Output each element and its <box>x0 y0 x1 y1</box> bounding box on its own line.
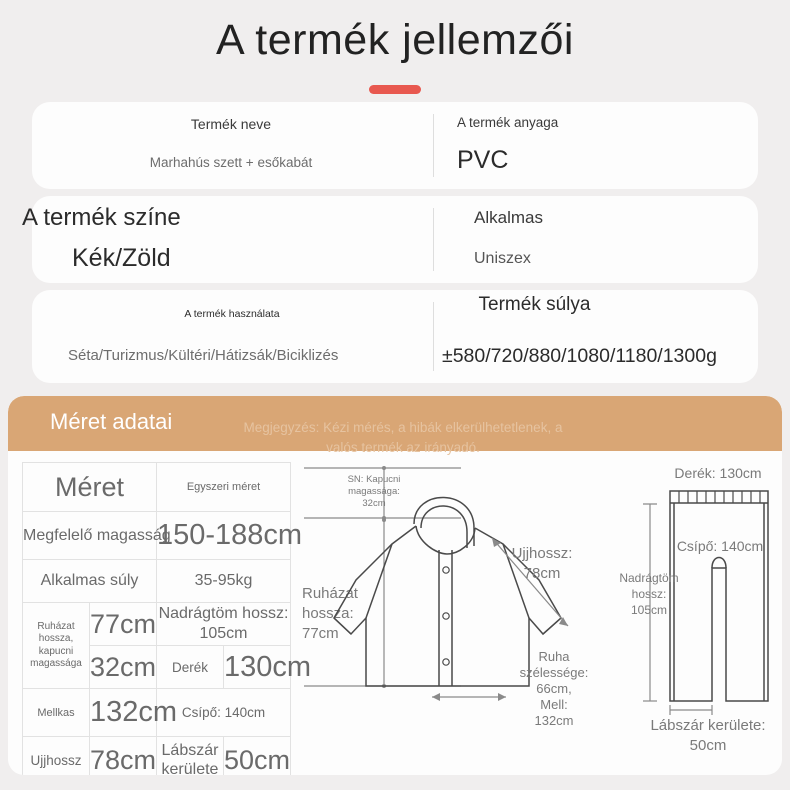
product-name-label: Termék neve <box>190 116 272 132</box>
svg-text:32cm: 32cm <box>362 498 386 509</box>
jacket-technical-drawing <box>296 458 616 758</box>
svg-text:hossz:: hossz: <box>631 587 667 601</box>
material-label: A termék anyaga <box>457 115 559 130</box>
table-row <box>23 560 291 603</box>
waist-label: Derék <box>157 646 224 689</box>
hip-annotation: Csípő: 140cm <box>676 538 764 554</box>
garment-length-hood-label: Ruházat hossza, kapucni magassága <box>23 603 90 689</box>
usage-label: A termék használata <box>184 308 280 320</box>
weight-range-label: Alkalmas súly <box>23 560 157 603</box>
size-table <box>22 462 312 775</box>
svg-text:magassága:: magassága: <box>348 486 400 497</box>
waist-annotation: Derék: 130cm <box>674 465 762 481</box>
feature-card-product-name <box>32 102 758 189</box>
svg-text:77cm: 77cm <box>302 625 339 642</box>
page-title: A termék jellemzői <box>216 16 574 64</box>
svg-text:66cm,: 66cm, <box>536 681 572 696</box>
weight-range-value: 35-95kg <box>157 560 291 603</box>
sleeve-label: Ujjhossz <box>23 737 90 776</box>
size-head-value: Egyszeri méret <box>157 463 291 512</box>
height-value: 150-188cm <box>157 512 291 560</box>
chest-value: 132cm <box>90 689 157 737</box>
svg-text:78cm: 78cm <box>523 565 561 582</box>
feature-card-color <box>22 196 758 283</box>
sleeve-value: 78cm <box>90 737 157 776</box>
cuff-annotation: Lábszár kerülete: <box>650 717 766 734</box>
color-value: Kék/Zöld <box>72 244 171 272</box>
weight-label: Termék súlya <box>478 294 591 315</box>
suitable-value: Uniszex <box>474 250 531 267</box>
hip-label: Csípő: 140cm <box>157 689 291 737</box>
size-head-label: Méret <box>23 463 157 512</box>
trouser-length-label: Nadrágtöm hossz: 105cm <box>157 603 291 646</box>
hood-height-value: 32cm <box>90 646 157 689</box>
material-value: PVC <box>457 146 509 174</box>
table-row <box>23 512 291 560</box>
cuff-label: Lábszár kerülete <box>157 737 224 776</box>
waist-value: 130cm <box>224 646 291 689</box>
table-row <box>23 463 291 512</box>
cuff-value: 50cm <box>224 737 291 776</box>
card-divider <box>433 114 434 177</box>
title-accent-bar <box>369 85 421 94</box>
size-section-title: Méret adatai <box>50 409 173 434</box>
chest-label: Mellkas <box>23 689 90 737</box>
garment-length-annotation: Ruházat <box>302 585 358 602</box>
svg-text:50cm: 50cm <box>689 737 727 754</box>
svg-text:Mell:: Mell: <box>540 697 568 712</box>
table-row <box>23 603 291 646</box>
garment-length-value: 77cm <box>90 603 157 646</box>
garment-width-annotation: Ruha <box>538 649 570 664</box>
measurement-note: Megjegyzés: Kézi mérés, a hibák elkerülhetetlenek, a valós termék az irányadó. <box>243 420 563 455</box>
table-row <box>23 689 291 737</box>
usage-value: Séta/Turizmus/Kültéri/Hátizsák/Biciklizés <box>68 347 339 364</box>
hood-height-annotation: SN: Kapucni <box>347 474 401 485</box>
trouser-technical-drawing <box>608 458 782 758</box>
suitable-label: Alkalmas <box>474 208 543 227</box>
height-label: Megfelelő magasság <box>23 512 157 560</box>
svg-text:hossza:: hossza: <box>302 605 354 622</box>
svg-text:szélessége:: szélessége: <box>519 665 589 680</box>
card-divider <box>433 208 434 271</box>
product-name-value: Marhahús szett + esőkabát <box>149 155 313 170</box>
trouser-length-annotation: Nadrágtöm <box>619 571 679 585</box>
weight-value: ±580/720/880/1080/1180/1300g <box>442 345 717 367</box>
svg-text:132cm: 132cm <box>534 713 574 728</box>
table-row <box>23 737 291 776</box>
card-divider <box>433 302 434 371</box>
feature-card-usage <box>32 290 758 383</box>
sleeve-length-annotation: Ujjhossz: <box>511 545 573 562</box>
svg-text:105cm: 105cm <box>630 603 668 617</box>
color-label: A termék színe <box>22 204 181 231</box>
size-data-panel <box>8 396 782 775</box>
